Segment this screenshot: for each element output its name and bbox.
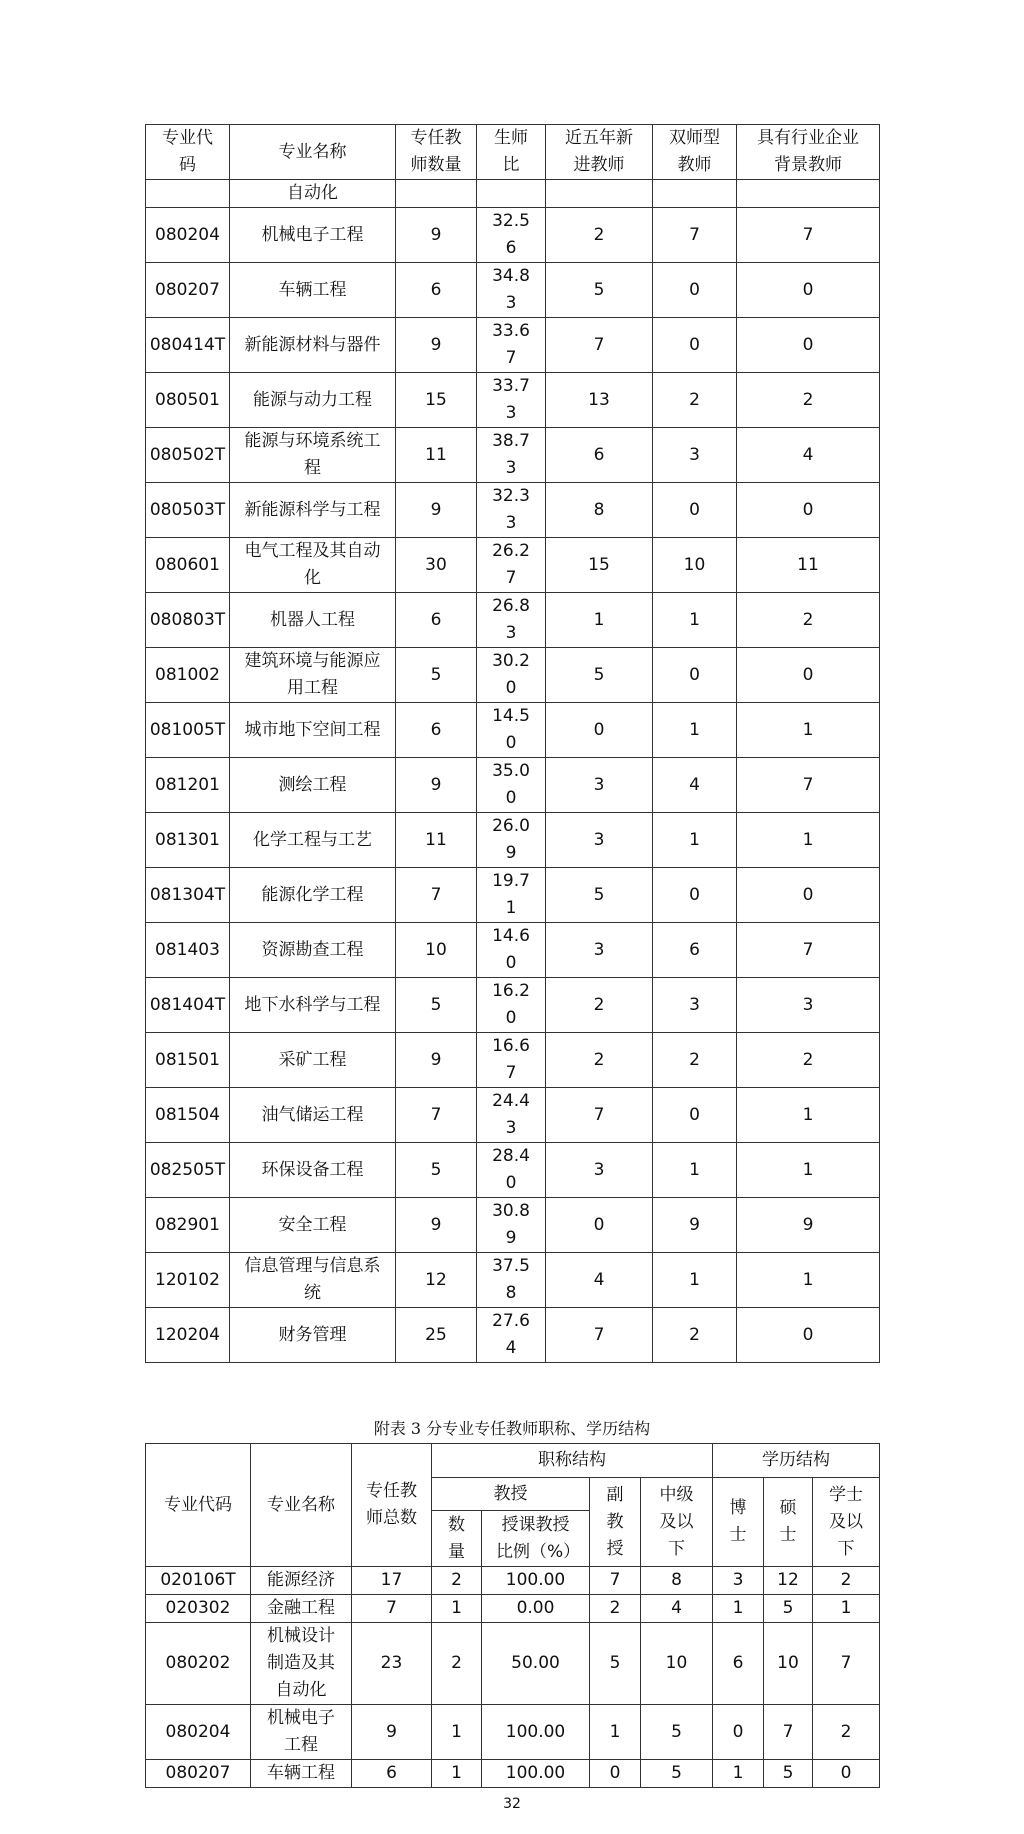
header-name: 专业名称 [251, 1444, 352, 1567]
table-cell: 16.67 [477, 1033, 546, 1088]
table-cell: 6 [352, 1760, 432, 1788]
header-code: 专业代码 [146, 125, 230, 180]
table-cell [477, 180, 546, 208]
table-cell: 32.56 [477, 208, 546, 263]
table-cell: 0 [737, 868, 880, 923]
table-cell: 能源化学工程 [230, 868, 396, 923]
table-cell: 1 [737, 1088, 880, 1143]
table-cell: 2 [653, 1033, 737, 1088]
table-cell: 车辆工程 [230, 263, 396, 318]
table-cell: 1 [653, 1253, 737, 1308]
table-cell: 2 [737, 373, 880, 428]
table-cell: 30 [396, 538, 477, 593]
table-cell: 081504 [146, 1088, 230, 1143]
table-cell: 2 [432, 1623, 482, 1705]
table-cell: 8 [546, 483, 653, 538]
header-total: 专任教师总数 [352, 1444, 432, 1567]
table-cell: 081201 [146, 758, 230, 813]
table-row [146, 208, 880, 263]
table-cell: 0 [546, 703, 653, 758]
table-cell: 6 [653, 923, 737, 978]
table-cell: 082505T [146, 1143, 230, 1198]
table-cell: 9 [737, 1198, 880, 1253]
table-cell: 50.00 [482, 1623, 590, 1705]
table-cell: 24.43 [477, 1088, 546, 1143]
table-cell: 081005T [146, 703, 230, 758]
table-cell: 信息管理与信息系统 [230, 1253, 396, 1308]
table-row [146, 1705, 880, 1760]
table-cell: 6 [396, 703, 477, 758]
table-cell: 1 [653, 813, 737, 868]
table-cell: 3 [546, 813, 653, 868]
table-cell: 采矿工程 [230, 1033, 396, 1088]
table-cell: 7 [737, 758, 880, 813]
table-cell: 3 [546, 1143, 653, 1198]
table-cell: 车辆工程 [251, 1760, 352, 1788]
table-row [146, 180, 880, 208]
table-cell: 1 [653, 1143, 737, 1198]
header-new-teachers: 近五年新进教师 [546, 125, 653, 180]
table-cell: 10 [396, 923, 477, 978]
table-row [146, 1308, 880, 1363]
table-cell: 2 [546, 1033, 653, 1088]
table-cell: 2 [813, 1705, 880, 1760]
table-cell: 1 [432, 1595, 482, 1623]
table-row [146, 758, 880, 813]
table-cell: 1 [432, 1760, 482, 1788]
header-code: 专业代码 [146, 1444, 251, 1567]
table-cell: 3 [737, 978, 880, 1033]
table-cell: 5 [641, 1760, 713, 1788]
table-cell: 020302 [146, 1595, 251, 1623]
table-cell: 5 [764, 1760, 813, 1788]
table-cell: 35.00 [477, 758, 546, 813]
table-cell: 38.73 [477, 428, 546, 483]
table-cell: 7 [546, 1088, 653, 1143]
table-cell: 2 [737, 1033, 880, 1088]
table-cell: 120204 [146, 1308, 230, 1363]
table-cell: 7 [813, 1623, 880, 1705]
table-cell: 081501 [146, 1033, 230, 1088]
table-cell: 3 [653, 428, 737, 483]
table-cell: 081002 [146, 648, 230, 703]
header-student-teacher-ratio: 生师比 [477, 125, 546, 180]
page-number: 32 [503, 1796, 521, 1812]
table-cell: 地下水科学与工程 [230, 978, 396, 1033]
table-cell: 7 [546, 318, 653, 373]
table-cell: 0 [653, 868, 737, 923]
table-cell: 26.09 [477, 813, 546, 868]
table-cell: 100.00 [482, 1705, 590, 1760]
table-cell: 080204 [146, 208, 230, 263]
table-cell: 7 [352, 1595, 432, 1623]
table-cell: 8 [641, 1567, 713, 1595]
table-row [146, 1760, 880, 1788]
table-cell: 1 [653, 593, 737, 648]
table-cell: 4 [737, 428, 880, 483]
table-cell: 1 [432, 1705, 482, 1760]
table-cell: 1 [713, 1760, 764, 1788]
header-industry-teachers: 具有行业企业背景教师 [737, 125, 880, 180]
table-cell: 2 [813, 1567, 880, 1595]
table-cell: 080207 [146, 263, 230, 318]
header-degree-structure: 学历结构 [713, 1444, 880, 1478]
table-cell: 0 [653, 648, 737, 703]
table-cell: 2 [737, 593, 880, 648]
table-cell: 082901 [146, 1198, 230, 1253]
table-cell: 3 [653, 978, 737, 1033]
table-cell: 080207 [146, 1760, 251, 1788]
table-cell: 080414T [146, 318, 230, 373]
table-row [146, 1033, 880, 1088]
table-cell: 30.89 [477, 1198, 546, 1253]
table-cell: 2 [590, 1595, 641, 1623]
table-cell [653, 180, 737, 208]
table-cell: 30.20 [477, 648, 546, 703]
table-cell: 金融工程 [251, 1595, 352, 1623]
table-row [146, 373, 880, 428]
table-cell: 120102 [146, 1253, 230, 1308]
table-cell: 1 [737, 1143, 880, 1198]
table-cell: 0 [713, 1705, 764, 1760]
table-cell: 23 [352, 1623, 432, 1705]
table-cell [737, 180, 880, 208]
table-cell: 100.00 [482, 1760, 590, 1788]
table-cell: 化学工程与工艺 [230, 813, 396, 868]
table-cell: 081304T [146, 868, 230, 923]
header-teacher-count: 专任教师数量 [396, 125, 477, 180]
table-row [146, 813, 880, 868]
table-cell: 0 [546, 1198, 653, 1253]
table-cell: 081301 [146, 813, 230, 868]
table-cell: 9 [396, 1033, 477, 1088]
header-assoc-prof: 副教授 [590, 1478, 641, 1567]
table-cell: 机械电子工程 [251, 1705, 352, 1760]
table-cell: 0 [653, 483, 737, 538]
table-caption: 附表 3 分专业专任教师职称、学历结构 [373, 1419, 651, 1438]
table-cell: 5 [641, 1705, 713, 1760]
table-cell: 机械电子工程 [230, 208, 396, 263]
table-cell: 电气工程及其自动化 [230, 538, 396, 593]
table-cell: 1 [590, 1705, 641, 1760]
table-cell: 12 [396, 1253, 477, 1308]
table-body [146, 180, 880, 1363]
table-cell: 0 [737, 1308, 880, 1363]
table-row [146, 1623, 880, 1705]
table-cell: 9 [653, 1198, 737, 1253]
table-cell: 5 [546, 263, 653, 318]
teacher-stats-table [145, 124, 880, 1363]
table-cell: 0 [813, 1760, 880, 1788]
table-cell [396, 180, 477, 208]
table-row [146, 1088, 880, 1143]
header-title-structure: 职称结构 [432, 1444, 713, 1478]
table-cell: 机械设计制造及其自动化 [251, 1623, 352, 1705]
table-row [146, 428, 880, 483]
table-cell: 1 [737, 1253, 880, 1308]
header-master: 硕士 [764, 1478, 813, 1567]
table-cell: 020106T [146, 1567, 251, 1595]
table-cell: 2 [546, 208, 653, 263]
table-cell: 4 [546, 1253, 653, 1308]
table-cell: 33.67 [477, 318, 546, 373]
table-cell: 5 [764, 1595, 813, 1623]
table-cell: 37.58 [477, 1253, 546, 1308]
table-row [146, 593, 880, 648]
table-cell: 7 [546, 1308, 653, 1363]
table-cell: 1 [653, 703, 737, 758]
table-cell: 2 [653, 1308, 737, 1363]
table-row [146, 1595, 880, 1623]
table-cell: 资源勘查工程 [230, 923, 396, 978]
table-cell: 7 [396, 1088, 477, 1143]
table-row [146, 1143, 880, 1198]
table-cell: 7 [737, 208, 880, 263]
table-cell: 建筑环境与能源应用工程 [230, 648, 396, 703]
table-cell: 5 [546, 648, 653, 703]
table-row [146, 483, 880, 538]
table-cell: 0 [653, 1088, 737, 1143]
table-cell: 1 [813, 1595, 880, 1623]
table-cell [546, 180, 653, 208]
table-cell: 2 [653, 373, 737, 428]
table-cell: 财务管理 [230, 1308, 396, 1363]
table-cell: 6 [713, 1623, 764, 1705]
title-degree-structure-table [145, 1443, 880, 1788]
table-cell: 0 [737, 648, 880, 703]
table-cell: 1 [737, 703, 880, 758]
header-intermediate: 中级及以下 [641, 1478, 713, 1567]
table-cell: 15 [546, 538, 653, 593]
table-row [146, 648, 880, 703]
table-row [146, 318, 880, 373]
table-cell: 5 [590, 1623, 641, 1705]
table-cell: 32.33 [477, 483, 546, 538]
table-cell [146, 180, 230, 208]
table-row [146, 703, 880, 758]
table-cell: 26.83 [477, 593, 546, 648]
table-cell: 5 [396, 978, 477, 1033]
table-row [146, 263, 880, 318]
table-cell: 7 [653, 208, 737, 263]
table-cell: 6 [396, 263, 477, 318]
table-cell: 080202 [146, 1623, 251, 1705]
table-cell: 080204 [146, 1705, 251, 1760]
table-row [146, 538, 880, 593]
table-cell: 33.73 [477, 373, 546, 428]
table-cell: 1 [546, 593, 653, 648]
header-phd: 博士 [713, 1478, 764, 1567]
table-row [146, 1567, 880, 1595]
table-cell: 3 [546, 758, 653, 813]
table-row [146, 868, 880, 923]
header-prof-count: 数量 [432, 1511, 482, 1567]
table-cell: 环保设备工程 [230, 1143, 396, 1198]
table-cell: 自动化 [230, 180, 396, 208]
table-cell: 17 [352, 1567, 432, 1595]
table-cell: 19.71 [477, 868, 546, 923]
table-cell: 机器人工程 [230, 593, 396, 648]
table-cell: 0 [590, 1760, 641, 1788]
table-cell: 能源经济 [251, 1567, 352, 1595]
table-cell: 11 [737, 538, 880, 593]
table-cell: 9 [396, 208, 477, 263]
table-cell: 080502T [146, 428, 230, 483]
table-cell: 油气储运工程 [230, 1088, 396, 1143]
table-cell: 6 [546, 428, 653, 483]
table-cell: 16.20 [477, 978, 546, 1033]
table-cell: 10 [764, 1623, 813, 1705]
table-cell: 11 [396, 813, 477, 868]
header-name: 专业名称 [230, 125, 396, 180]
table-cell: 3 [713, 1567, 764, 1595]
table-cell: 新能源科学与工程 [230, 483, 396, 538]
table-row [146, 1198, 880, 1253]
table-cell: 0 [653, 263, 737, 318]
table-header-row [146, 1444, 880, 1478]
table-cell: 3 [546, 923, 653, 978]
table-cell: 9 [396, 318, 477, 373]
table-cell: 081403 [146, 923, 230, 978]
table-row [146, 923, 880, 978]
table-cell: 1 [737, 813, 880, 868]
table-row [146, 1253, 880, 1308]
table-cell: 4 [653, 758, 737, 813]
table-cell: 7 [764, 1705, 813, 1760]
table-cell: 080501 [146, 373, 230, 428]
table-cell: 0 [737, 483, 880, 538]
table-cell: 14.50 [477, 703, 546, 758]
header-prof-ratio: 授课教授比例（%） [482, 1511, 590, 1567]
table-cell: 5 [396, 648, 477, 703]
table-cell: 13 [546, 373, 653, 428]
table-cell: 25 [396, 1308, 477, 1363]
table-cell: 2 [432, 1567, 482, 1595]
table-cell: 10 [653, 538, 737, 593]
table-cell: 9 [352, 1705, 432, 1760]
table-cell: 能源与环境系统工程 [230, 428, 396, 483]
table-cell: 0 [737, 318, 880, 373]
header-professor: 教授 [432, 1478, 590, 1511]
table-cell: 城市地下空间工程 [230, 703, 396, 758]
table-cell: 26.27 [477, 538, 546, 593]
table-cell: 2 [546, 978, 653, 1033]
table-row [146, 978, 880, 1033]
table-cell: 14.60 [477, 923, 546, 978]
table-cell: 新能源材料与器件 [230, 318, 396, 373]
table-cell: 能源与动力工程 [230, 373, 396, 428]
table-cell: 7 [737, 923, 880, 978]
table-cell: 1 [713, 1595, 764, 1623]
table-cell: 34.83 [477, 263, 546, 318]
table-cell: 080601 [146, 538, 230, 593]
table-cell: 7 [396, 868, 477, 923]
table-cell: 15 [396, 373, 477, 428]
table-header-row [146, 125, 880, 180]
table-cell: 12 [764, 1567, 813, 1595]
table-cell: 测绘工程 [230, 758, 396, 813]
table-cell: 9 [396, 758, 477, 813]
table-cell: 27.64 [477, 1308, 546, 1363]
table-cell: 9 [396, 483, 477, 538]
table-cell: 100.00 [482, 1567, 590, 1595]
header-dual-teachers: 双师型教师 [653, 125, 737, 180]
table-cell: 安全工程 [230, 1198, 396, 1253]
table-cell: 6 [396, 593, 477, 648]
table-cell: 5 [546, 868, 653, 923]
table-cell: 28.40 [477, 1143, 546, 1198]
table-cell: 4 [641, 1595, 713, 1623]
table-cell: 0.00 [482, 1595, 590, 1623]
table-cell: 9 [396, 1198, 477, 1253]
table-cell: 5 [396, 1143, 477, 1198]
table-cell: 081404T [146, 978, 230, 1033]
table-cell: 11 [396, 428, 477, 483]
table-cell: 0 [653, 318, 737, 373]
table-cell: 7 [590, 1567, 641, 1595]
table-cell: 0 [737, 263, 880, 318]
table-cell: 080503T [146, 483, 230, 538]
table-cell: 080803T [146, 593, 230, 648]
header-bachelor: 学士及以下 [813, 1478, 880, 1567]
table-body [146, 1567, 880, 1788]
table-cell: 10 [641, 1623, 713, 1705]
